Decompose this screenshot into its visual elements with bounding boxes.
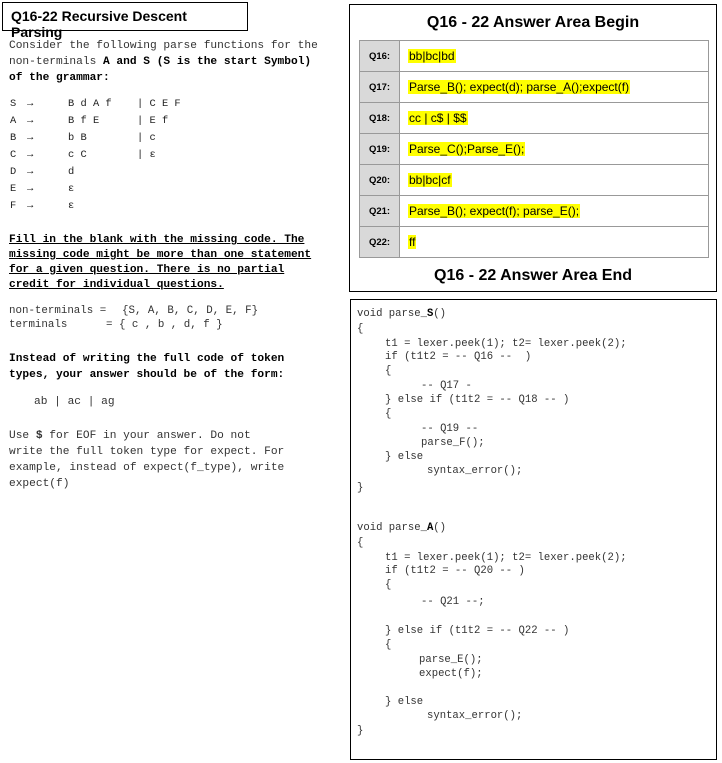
code-line: } else if (t1t2 = -- Q18 -- ) xyxy=(385,394,570,406)
grammar-lhs: E xyxy=(10,183,17,195)
arrow-icon: → xyxy=(27,166,34,178)
grammar-rule xyxy=(9,132,269,149)
signature-name: S xyxy=(426,308,434,320)
arrow-icon: → xyxy=(27,200,34,212)
code-line: if (t1t2 = -- Q20 -- ) xyxy=(385,565,525,577)
question-label: Q22: xyxy=(360,227,400,258)
intro-line-2-pre: non-terminals xyxy=(9,56,103,68)
answer-area-begin-title: Q16 - 22 Answer Area Begin xyxy=(426,14,640,31)
fill-note-line: Fill in the blank with the missing code. The xyxy=(9,234,305,246)
grammar-alt-2: | c xyxy=(137,132,156,144)
intro-line-3-bold: of the grammar: xyxy=(9,72,110,84)
code-brace: } xyxy=(357,725,364,737)
signature-suffix: () xyxy=(433,522,447,534)
grammar-alt-1: c C xyxy=(68,149,87,161)
signature-name: A xyxy=(426,522,434,534)
question-label: Q20: xyxy=(360,165,400,196)
example-answer-form: ab | ac | ag xyxy=(34,396,115,408)
terminals-label: terminals xyxy=(9,319,68,331)
nonterminals-row xyxy=(9,304,339,318)
answer-area xyxy=(349,4,717,292)
code-line: syntax_error(); xyxy=(427,465,523,477)
code-brace: { xyxy=(385,365,392,377)
grammar-lhs: A xyxy=(10,115,17,127)
eof-note-post: for EOF in your answer. Do not xyxy=(42,430,251,442)
answer-cell[interactable] xyxy=(400,41,709,72)
arrow-icon: → xyxy=(27,115,34,127)
code-line: -- Q17 - xyxy=(421,380,472,392)
grammar-rule xyxy=(9,166,269,183)
arrow-icon: → xyxy=(27,183,34,195)
question-label: Q17: xyxy=(360,72,400,103)
answer-row xyxy=(360,227,709,258)
code-line: -- Q19 -- xyxy=(421,423,479,435)
arrow-icon: → xyxy=(27,98,34,110)
signature-prefix: void parse_ xyxy=(357,522,427,534)
code-line: parse_E(); xyxy=(419,654,483,666)
eof-note-pre: Use xyxy=(9,430,36,442)
parse-a-signature xyxy=(357,522,446,534)
grammar-lhs: S xyxy=(10,98,17,110)
grammar-lhs: C xyxy=(10,149,17,161)
grammar-rule xyxy=(9,149,269,166)
grammar-alt-1: B d A f xyxy=(68,98,112,110)
question-label: Q18: xyxy=(360,103,400,134)
answer-table xyxy=(359,40,709,258)
terminals-value: = { c , b , d, f } xyxy=(106,319,223,331)
grammar-rule xyxy=(9,200,269,217)
grammar-alt-1: ε xyxy=(68,200,75,212)
code-line: parse_F(); xyxy=(421,437,485,449)
intro-paragraph xyxy=(9,38,344,86)
nonterminals-label: non-terminals = xyxy=(9,305,107,317)
answer-cell[interactable] xyxy=(400,72,709,103)
section-title xyxy=(2,2,248,40)
question-label: Q21: xyxy=(360,196,400,227)
answer-text: Parse_B(); expect(d); parse_A();expect(f) xyxy=(409,80,630,94)
code-line: expect(f); xyxy=(419,668,483,680)
answer-text: bb|bc|cf xyxy=(409,173,451,187)
symbol-sets xyxy=(9,304,339,332)
fill-note-line: missing code might be more than one statement xyxy=(9,249,312,261)
code-line: } else if (t1t2 = -- Q22 -- ) xyxy=(385,625,570,637)
code-line: t1 = lexer.peek(1); t2= lexer.peek(2); xyxy=(385,338,627,350)
code-line: } else xyxy=(385,451,424,463)
grammar-rule xyxy=(9,183,269,200)
grammar-alt-1: ε xyxy=(68,183,75,195)
answer-cell[interactable] xyxy=(400,134,709,165)
answer-text: bb|bc|bd xyxy=(409,49,455,63)
intro-line-2-bold: A and S (S is the start Symbol) xyxy=(103,56,312,68)
code-brace: { xyxy=(385,408,392,420)
answer-row xyxy=(360,165,709,196)
grammar-alt-2: | C E F xyxy=(137,98,181,110)
answer-row xyxy=(360,196,709,227)
answer-area-end-title: Q16 - 22 Answer Area End xyxy=(434,267,632,284)
answer-text: Parse_B(); expect(f); parse_E(); xyxy=(409,204,580,218)
answer-cell[interactable] xyxy=(400,103,709,134)
answer-row xyxy=(360,41,709,72)
eof-symbol: $ xyxy=(35,430,43,442)
code-brace: { xyxy=(357,323,364,335)
grammar-lhs: B xyxy=(10,132,17,144)
answer-form-line: types, your answer should be of the form: xyxy=(9,369,285,381)
parse-s-signature xyxy=(357,308,446,320)
answer-row xyxy=(360,134,709,165)
answer-cell[interactable] xyxy=(400,227,709,258)
fill-note-line: for a given question. There is no partial xyxy=(9,264,285,276)
intro-line-2 xyxy=(9,54,344,70)
code-brace: } xyxy=(357,482,364,494)
terminals-row xyxy=(9,318,339,332)
arrow-icon: → xyxy=(27,132,34,144)
code-brace: { xyxy=(385,639,392,651)
eof-note-line: example, instead of expect(f_type), write xyxy=(9,462,285,474)
grammar-rule xyxy=(9,98,269,115)
code-line: -- Q21 --; xyxy=(421,596,485,608)
intro-line-1: Consider the following parse functions for the xyxy=(9,40,318,52)
answer-form-note xyxy=(9,351,339,383)
signature-prefix: void parse_ xyxy=(357,308,427,320)
nonterminals-value: {S, A, B, C, D, E, F} xyxy=(122,305,259,317)
arrow-icon: → xyxy=(27,149,34,161)
answer-form-line: Instead of writing the full code of token xyxy=(9,353,285,365)
answer-text: ff xyxy=(409,235,416,249)
grammar-rules xyxy=(9,98,269,217)
grammar-alt-1: d xyxy=(68,166,75,178)
answer-cell[interactable] xyxy=(400,165,709,196)
code-brace: { xyxy=(357,537,364,549)
grammar-rule xyxy=(9,115,269,132)
eof-note xyxy=(9,428,344,492)
answer-row xyxy=(360,103,709,134)
eof-note-line-1 xyxy=(9,428,344,444)
code-line: syntax_error(); xyxy=(427,710,523,722)
eof-note-line: write the full token type for expect. For xyxy=(9,446,285,458)
code-line: } else xyxy=(385,696,424,708)
grammar-lhs: D xyxy=(10,166,17,178)
grammar-alt-1: B f E xyxy=(68,115,100,127)
answer-cell[interactable] xyxy=(400,196,709,227)
grammar-alt-1: b B xyxy=(68,132,87,144)
question-label: Q16: xyxy=(360,41,400,72)
eof-note-line: expect(f) xyxy=(9,478,70,490)
intro-line-3 xyxy=(9,70,344,86)
code-listing xyxy=(350,299,717,760)
answer-text: cc | c$ | $$ xyxy=(409,111,467,125)
answer-row xyxy=(360,72,709,103)
fill-note-line: credit for individual questions. xyxy=(9,279,224,291)
code-brace: { xyxy=(385,579,392,591)
grammar-lhs: F xyxy=(10,200,17,212)
section-title-text: Q16-22 Recursive Descent Parsing xyxy=(11,8,187,40)
signature-suffix: () xyxy=(433,308,447,320)
code-line: t1 = lexer.peek(1); t2= lexer.peek(2); xyxy=(385,552,627,564)
grammar-alt-2: | ε xyxy=(137,149,156,161)
code-line: if (t1t2 = -- Q16 -- ) xyxy=(385,351,532,363)
fill-in-note xyxy=(9,233,339,293)
grammar-alt-2: | E f xyxy=(137,115,169,127)
question-label: Q19: xyxy=(360,134,400,165)
answer-text: Parse_C();Parse_E(); xyxy=(409,142,525,156)
